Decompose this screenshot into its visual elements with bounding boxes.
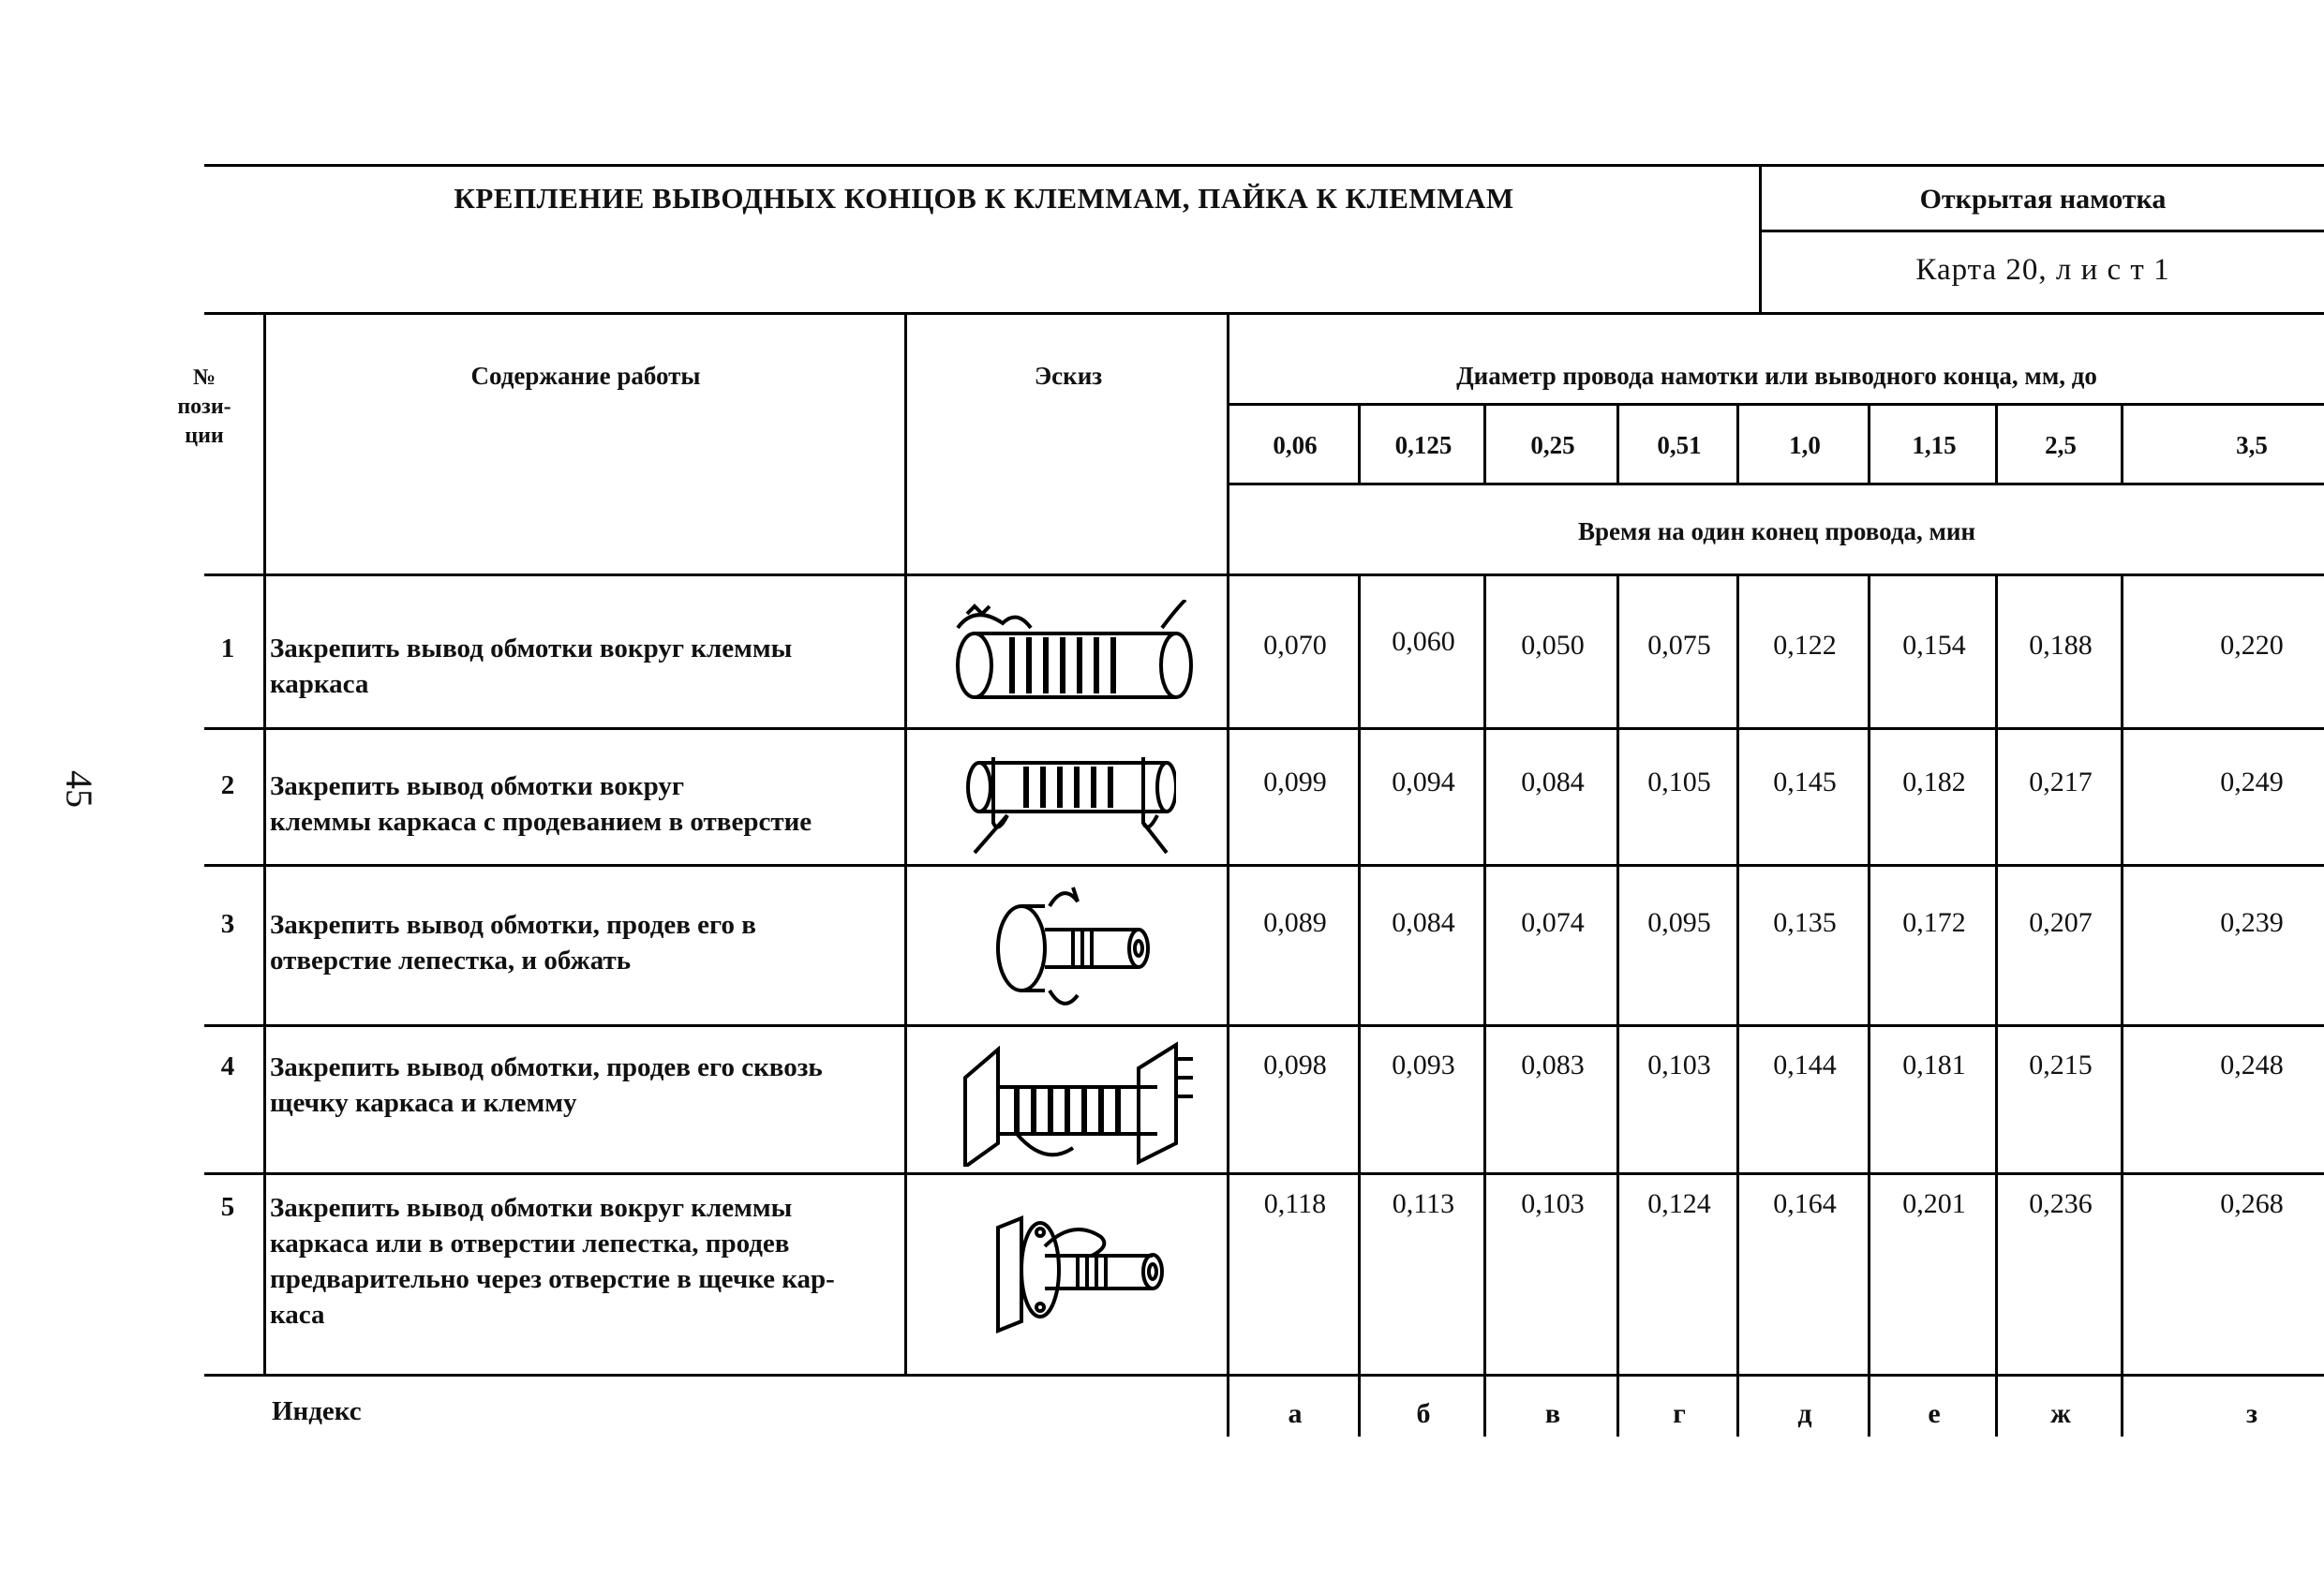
col-rule-value <box>1868 574 1870 1437</box>
index-letter: б <box>1416 1398 1431 1429</box>
row-position: 3 <box>220 909 235 939</box>
time-value: 0,105 <box>1647 767 1711 797</box>
time-value: 0,094 <box>1392 767 1455 797</box>
time-value: 0,103 <box>1521 1188 1585 1219</box>
col-rule-value <box>2121 574 2123 1437</box>
time-value: 0,113 <box>1392 1188 1455 1219</box>
index-letter: з <box>2245 1398 2258 1429</box>
row-content-line: клеммы каркаса с продеванием в отверстие <box>270 807 812 837</box>
flange-hole-wrap-sketch <box>989 1209 1167 1340</box>
row-content <box>270 1190 888 1333</box>
diameter-value: 0,51 <box>1657 431 1702 459</box>
time-value: 0,249 <box>2220 767 2284 797</box>
table-bottom-rule <box>204 1374 2324 1377</box>
time-value: 0,217 <box>2029 767 2093 797</box>
row-content-line: каркаса или в отверстии лепестка, продев <box>270 1229 790 1259</box>
index-letter: г <box>1673 1398 1686 1429</box>
row-content-line: Закрепить вывод обмотки вокруг <box>270 771 685 801</box>
col-rule-diam <box>1995 403 1998 483</box>
diameter-value: 0,06 <box>1273 431 1318 459</box>
row-content-line: Закрепить вывод обмотки вокруг клеммы <box>270 1193 793 1223</box>
row-position: 1 <box>220 633 235 663</box>
row-position: 5 <box>220 1192 235 1222</box>
time-value: 0,172 <box>1902 907 1966 938</box>
page-title: КРЕПЛЕНИЕ ВЫВОДНЫХ КОНЦОВ К КЛЕММАМ, ПАЙКА К КЛЕММАМ <box>454 182 1514 215</box>
diameter-value: 1,0 <box>1789 431 1821 459</box>
col-rule-diam <box>1736 403 1739 483</box>
time-value: 0,075 <box>1647 630 1711 661</box>
time-value: 0,201 <box>1902 1188 1966 1219</box>
petal-crimp-sketch <box>989 883 1157 1014</box>
time-value: 0,124 <box>1647 1188 1711 1219</box>
page-number: 45 <box>58 770 100 808</box>
index-letter: а <box>1288 1398 1303 1429</box>
row-content-line: щечку каркаса и клемму <box>270 1088 577 1118</box>
row-rule <box>204 1172 2324 1175</box>
row-position: 2 <box>220 770 235 800</box>
diameter-values-rule <box>1229 483 2324 485</box>
time-value: 0,050 <box>1521 630 1585 661</box>
index-label: Индекс <box>272 1396 362 1426</box>
time-value: 0,220 <box>2220 630 2284 661</box>
index-letter: ж <box>2050 1398 2071 1429</box>
time-value: 0,236 <box>2029 1188 2093 1219</box>
row-content-line: отверстие лепестка, и обжать <box>270 946 632 976</box>
position-header-line: пози- <box>177 395 231 419</box>
col-rule-value <box>1616 574 1619 1437</box>
diameter-value: 0,125 <box>1394 431 1452 459</box>
time-value: 0,099 <box>1263 767 1327 797</box>
col-rule-value <box>1995 574 1998 1437</box>
time-value: 0,207 <box>2029 907 2093 938</box>
row-content-line: Закрепить вывод обмотки, продев его сквозь <box>270 1052 823 1082</box>
col-rule-diam <box>2121 403 2123 483</box>
time-value: 0,070 <box>1263 630 1327 661</box>
col-rule-diam <box>1358 403 1361 483</box>
card-sheet-label: Карта 20, л и с т 1 <box>1915 253 2170 287</box>
col-rule-value <box>1358 574 1361 1437</box>
time-value: 0,164 <box>1773 1188 1837 1219</box>
row-content-line: Закрепить вывод обмотки вокруг клеммы <box>270 633 793 663</box>
index-letter: д <box>1797 1398 1812 1429</box>
row-content-line: предварительно через отверстие в щечке кар- <box>270 1264 835 1294</box>
wire-wrapped-terminal-sketch <box>946 600 1199 712</box>
row-rule <box>204 864 2324 867</box>
diameter-column-header: Диаметр провода намотки или выводного конца, мм, до <box>1456 362 2097 390</box>
row-rule <box>204 727 2324 730</box>
time-value: 0,060 <box>1392 626 1455 657</box>
header-top-rule <box>204 164 2324 167</box>
time-value: 0,083 <box>1521 1050 1585 1080</box>
col-rule-content <box>904 312 907 1374</box>
position-header-line: ции <box>185 424 224 448</box>
diameter-header-rule <box>1229 403 2324 406</box>
diameter-value: 2,5 <box>2045 431 2077 459</box>
time-value: 0,188 <box>2029 630 2093 661</box>
row-rule <box>204 1024 2324 1027</box>
time-value: 0,144 <box>1773 1050 1837 1080</box>
winding-type: Открытая намотка <box>1919 184 2167 215</box>
col-rule-sketch <box>1227 312 1229 1437</box>
row-content <box>270 1050 888 1121</box>
col-rule-position <box>263 312 266 1374</box>
time-value: 0,215 <box>2029 1050 2093 1080</box>
time-value: 0,182 <box>1902 767 1966 797</box>
terminal-through-hole-sketch <box>961 750 1176 857</box>
row-content <box>270 631 888 702</box>
row-content-line: каса <box>270 1300 325 1330</box>
col-rule-diam <box>1868 403 1870 483</box>
flange-terminal-sketch <box>961 1040 1195 1167</box>
time-value: 0,122 <box>1773 630 1837 661</box>
time-value: 0,103 <box>1647 1050 1711 1080</box>
time-value: 0,248 <box>2220 1050 2284 1080</box>
time-value: 0,268 <box>2220 1188 2284 1219</box>
row-content-line: каркаса <box>270 669 369 699</box>
time-value: 0,074 <box>1521 907 1585 938</box>
time-value: 0,084 <box>1392 907 1455 938</box>
time-value: 0,084 <box>1521 767 1585 797</box>
time-value: 0,118 <box>1263 1188 1327 1219</box>
col-rule-value <box>1483 574 1486 1437</box>
diameter-value: 1,15 <box>1912 431 1957 459</box>
position-column-header <box>157 364 251 451</box>
time-value: 0,095 <box>1647 907 1711 938</box>
time-value: 0,239 <box>2220 907 2284 938</box>
time-value: 0,181 <box>1902 1050 1966 1080</box>
time-value: 0,154 <box>1902 630 1966 661</box>
index-letter: е <box>1928 1398 1941 1429</box>
time-value: 0,093 <box>1392 1050 1455 1080</box>
row-content <box>270 768 888 840</box>
row-content <box>270 907 888 978</box>
content-column-header: Содержание работы <box>470 362 701 390</box>
index-letter: в <box>1544 1398 1561 1429</box>
col-rule-value <box>1736 574 1739 1437</box>
time-per-end-label: Время на один конец провода, мин <box>1577 517 1976 545</box>
time-value: 0,089 <box>1263 907 1327 938</box>
col-rule-diam <box>1616 403 1619 483</box>
time-value: 0,098 <box>1263 1050 1327 1080</box>
sketch-column-header: Эскиз <box>1034 362 1103 390</box>
diameter-value: 0,25 <box>1530 431 1575 459</box>
col-rule-diam <box>1483 403 1486 483</box>
time-value: 0,145 <box>1773 767 1837 797</box>
table-header-bottom-rule <box>204 574 2324 576</box>
row-position: 4 <box>220 1051 235 1081</box>
diameter-value: 3,5 <box>2236 431 2268 459</box>
position-header-line: № <box>192 365 216 390</box>
row-content-line: Закрепить вывод обмотки, продев его в <box>270 910 756 940</box>
time-value: 0,135 <box>1773 907 1837 938</box>
header-right-mid-rule <box>1759 230 2324 232</box>
header-bottom-rule <box>204 312 2324 315</box>
